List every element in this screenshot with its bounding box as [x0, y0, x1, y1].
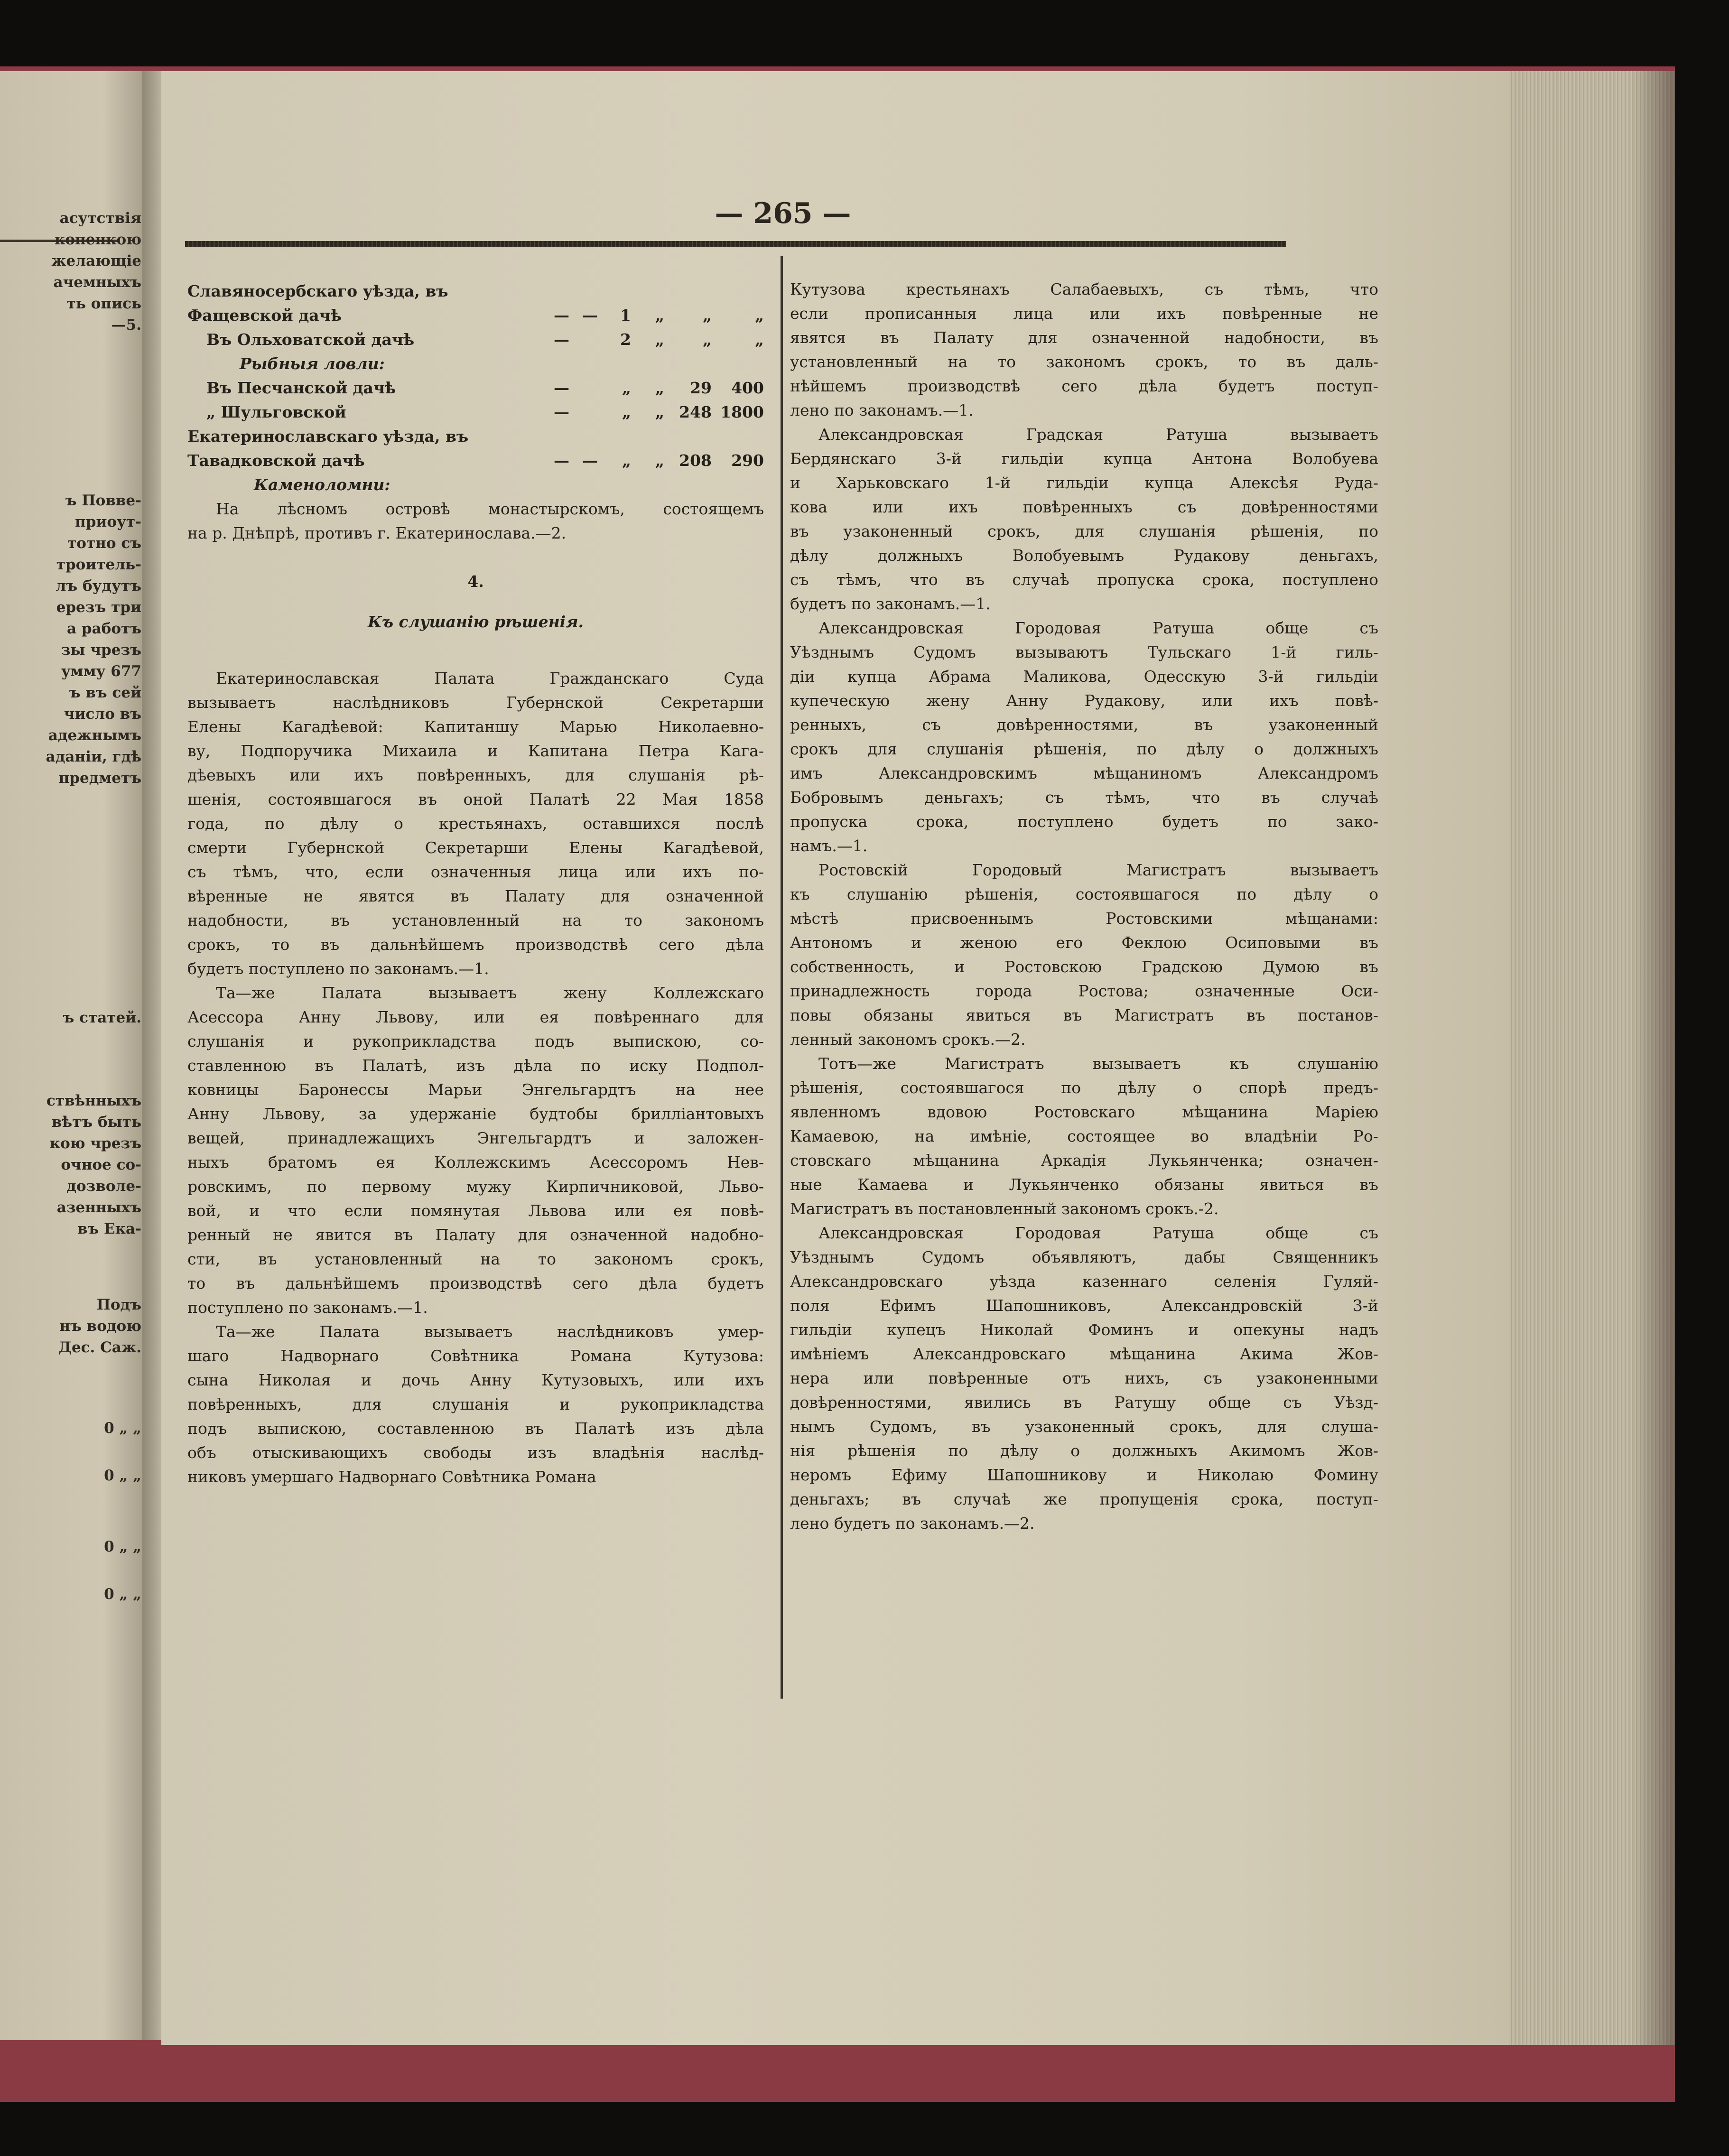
table-cell — [569, 327, 598, 352]
text-line: если прописанныя лица или ихъ повѣренные не — [790, 304, 1378, 323]
text-line: съ тѣмъ, что, если означенныя лица или ихъ по- — [187, 863, 764, 881]
column-divider — [781, 256, 783, 1699]
text-line: повы обязаны явиться въ Магистратъ въ постанов- — [790, 1006, 1378, 1024]
text-line: ровскимъ, по первому мужу Кирпичниковой, Льво- — [187, 1177, 764, 1196]
notice-shaposhnikov — [790, 1221, 1378, 1535]
previous-page-line: ъ Повве- — [65, 492, 141, 509]
previous-page-line: 0 „ „ — [104, 1538, 141, 1555]
previous-page-line: азенныхъ — [56, 1199, 141, 1216]
table-cell: 248 — [679, 403, 712, 421]
text-line: неромъ Ефиму Шапошникову и Николаю Фомину — [790, 1466, 1378, 1484]
text-line: купеческую жену Анну Рудакову, или ихъ повѣ- — [790, 691, 1378, 710]
text-line: собственность, и Ростовскою Градскою Думою въ — [790, 957, 1378, 976]
table-cell — [498, 424, 569, 448]
text-line: дѣевыхъ или ихъ повѣренныхъ, для слушанія рѣ- — [187, 766, 764, 784]
previous-page-line: ть опись — [66, 295, 141, 312]
text-line: Александровская Городовая Ратуша обще съ — [818, 619, 1378, 637]
table-cell: 2 — [620, 330, 631, 349]
text-line: смерти Губернской Секретарши Елены Кагадѣевой, — [187, 838, 764, 857]
text-line: намъ.—1. — [790, 836, 868, 855]
previous-page-line: ъ статей. — [63, 1009, 141, 1026]
table-row — [187, 352, 764, 376]
text-line: дѣлу должныхъ Волобуевымъ Рудакову деньгахъ, — [790, 546, 1378, 565]
text-line: ренныхъ, съ довѣренностями, въ узаконенный — [790, 716, 1378, 734]
text-line: принадлежность города Ростова; означенные Оси- — [790, 982, 1378, 1000]
previous-page-line: дозволе- — [66, 1178, 141, 1195]
text-line: вой, и что если помянутая Львова или ея повѣ- — [187, 1201, 764, 1220]
text-line: ву, Подпоручика Михаила и Капитана Петра Кага- — [187, 742, 764, 760]
text-line: Александровскаго уѣзда казеннаго селенія Гуляй- — [790, 1272, 1378, 1291]
text-line: будетъ по законамъ.—1. — [790, 595, 991, 613]
text-line: Тотъ—же Магистратъ вызываетъ къ слушанію — [818, 1054, 1378, 1073]
text-line: съ тѣмъ, что въ случаѣ пропуска срока, поступлено — [790, 570, 1378, 589]
text-line: Камаевою, на имѣніе, состоящее во владѣніи Ро- — [790, 1127, 1378, 1145]
text-line: Екатеринославская Палата Гражданскаго Суда — [216, 669, 764, 688]
text-line: въ узаконенный срокъ, для слушанія рѣшенія, по — [790, 522, 1378, 540]
previous-page-line: вѣтъ быть — [51, 1114, 141, 1131]
text-line: поступлено по законамъ.—1. — [187, 1298, 428, 1317]
text-line: будетъ поступлено по законамъ.—1. — [187, 959, 489, 978]
previous-page-line: асутствія — [59, 210, 141, 227]
text-line: и Харьковскаго 1-й гильдіи купца Алексѣя Руда- — [790, 474, 1378, 492]
table-cell: 208 — [679, 451, 712, 470]
text-line: вызываетъ наслѣдниковъ Губернской Секретарши — [187, 693, 764, 712]
previous-page-line: троитель- — [56, 556, 141, 573]
previous-page-line: приоут- — [75, 513, 141, 530]
text-line: Анну Львову, за удержаніе будтобы бриллiантовыхъ — [187, 1105, 764, 1123]
text-line: ныхъ братомъ ея Коллежскимъ Асессоромъ Нев- — [187, 1153, 764, 1171]
table-row-name: Екатеринославскаго уѣзда, въ — [187, 427, 469, 446]
table-cell: 29 — [690, 379, 712, 397]
table-cell — [569, 376, 598, 400]
table-row-name: Тавадковской дачѣ — [187, 451, 365, 470]
previous-page-line: умму 677 — [61, 663, 141, 680]
previous-page-line: Подъ — [96, 1296, 141, 1313]
text-line: сти, въ установленный на то закономъ срокъ, — [187, 1250, 764, 1268]
text-line: Александровская Градская Ратуша вызываетъ — [818, 425, 1378, 444]
text-line: надобности, въ установленный на то закономъ — [187, 911, 764, 929]
text-line: довѣренностями, явились въ Ратушу обще съ Уѣзд- — [790, 1393, 1378, 1412]
text-line: имѣніемъ Александровскаго мѣщанина Акима Жов- — [790, 1345, 1378, 1363]
text-line: слушанія и рукоприкладства подъ выпискою, со- — [187, 1032, 764, 1050]
text-line: объ отыскивающихъ свободы изъ владѣнія наслѣд- — [187, 1443, 764, 1462]
table-cell: — — [554, 451, 569, 470]
text-line: нія рѣшенія по дѣлу о должныхъ Акимомъ Жов- — [790, 1441, 1378, 1460]
table-row — [187, 279, 764, 303]
table-cell — [664, 424, 712, 448]
text-line: нымъ Судомъ, въ узаконенный срокъ, для слуша- — [790, 1417, 1378, 1436]
page-edges — [1509, 71, 1675, 2045]
table-cell — [598, 352, 631, 376]
text-line: лено по законамъ.—1. — [790, 401, 974, 419]
previous-page-line: копенкою — [54, 231, 141, 248]
text-line: кова или ихъ повѣренныхъ съ довѣренностями — [790, 498, 1378, 516]
text-line: На лѣсномъ островѣ монастырскомъ, состоящемъ — [216, 500, 764, 518]
text-line: нѣйшемъ производствѣ сего дѣла будетъ поступ- — [790, 377, 1378, 395]
table-cell: 1 — [620, 306, 631, 325]
text-line: срокъ, то въ дальнѣйшемъ производствѣ сего дѣла — [187, 935, 764, 954]
table-row — [187, 448, 764, 473]
header-rule — [185, 241, 1286, 247]
table-row-name: „ Шульговской — [206, 403, 346, 421]
text-line: повѣренныхъ, для слушанія и рукоприкладства — [187, 1395, 764, 1413]
table-cell — [664, 279, 712, 303]
text-line: Бобровымъ деньгахъ; съ тѣмъ, что въ случаѣ — [790, 788, 1378, 807]
text-line: Александровская Городовая Ратуша обще съ — [818, 1224, 1378, 1242]
table-cell: — — [582, 451, 598, 470]
table-row — [187, 376, 764, 400]
notice-volobuev — [790, 422, 1378, 616]
text-line: Уѣзднымъ Судомъ объявляютъ, дабы Священникъ — [790, 1248, 1378, 1266]
previous-page-line: число въ — [64, 706, 141, 723]
text-line: вещей, принадлежащихъ Энгельгардтъ и заложен- — [187, 1129, 764, 1147]
right-column — [790, 277, 1378, 1535]
notice-lvova — [187, 981, 764, 1320]
table-cell: „ — [622, 379, 631, 397]
table-cell: — — [554, 379, 569, 397]
table-cell: „ — [655, 379, 664, 397]
notice-osipovy — [790, 858, 1378, 1051]
table-cell: 400 — [731, 379, 764, 397]
text-line: на р. Днѣпрѣ, противъ г. Екатеринослава.—2. — [187, 524, 567, 542]
text-line: явленномъ вдовою Ростовскаго мѣщанина Маріею — [790, 1103, 1378, 1121]
notice-malikov — [790, 616, 1378, 858]
table-cell: „ — [703, 330, 712, 349]
table-cell — [569, 279, 598, 303]
table-cell: 290 — [731, 451, 764, 470]
table-cell — [712, 352, 764, 376]
table-row — [187, 303, 764, 327]
previous-page-line: ъ въ сей — [69, 684, 141, 701]
table-cell: „ — [655, 330, 664, 349]
previous-page-line: предметъ — [58, 770, 141, 787]
table-cell — [712, 424, 764, 448]
text-line: шаго Надворнаго Совѣтника Романа Кутузова: — [187, 1347, 764, 1365]
table-cell — [598, 279, 631, 303]
page-number: — 265 — — [715, 197, 851, 230]
previous-page-fragment — [0, 71, 147, 2040]
text-line: Антономъ и женою его Феклою Осиповыми въ — [790, 933, 1378, 952]
text-line: деньгахъ; въ случаѣ же пропущенія срока, поступ- — [790, 1490, 1378, 1508]
text-line: Уѣзднымъ Судомъ вызываютъ Тульскаго 1-й гиль- — [790, 643, 1378, 661]
notice-kagadeev — [187, 666, 764, 981]
previous-page-line: адежнымъ — [48, 727, 141, 744]
table-row-name: Въ Ольховатской дачѣ — [206, 330, 415, 349]
previous-page-line: 0 „ „ — [104, 1420, 141, 1437]
table-cell: „ — [622, 451, 631, 470]
previous-page-line: ствѣнныхъ — [46, 1092, 141, 1109]
text-line: ренный не явится въ Палату для означенной надобно- — [187, 1226, 764, 1244]
text-line: ленный закономъ срокъ.—2. — [790, 1030, 1026, 1049]
table-cell — [569, 424, 598, 448]
stone-heading: Каменоломни: — [254, 475, 390, 494]
text-line: ставленною въ Палатѣ, изъ дѣла по иску Подпол- — [187, 1056, 764, 1075]
section-number: 4. — [467, 572, 484, 591]
previous-page-line: лъ будутъ — [56, 577, 141, 595]
previous-page-line: 0 „ „ — [104, 1586, 141, 1603]
text-line: ные Камаева и Лукьянченко обязаны явиться въ — [790, 1175, 1378, 1194]
table-cell — [498, 352, 569, 376]
table-row — [187, 327, 764, 352]
previous-page-line: ачемныхъ — [53, 274, 141, 291]
text-line: имъ Александровскимъ мѣщаниномъ Александромъ — [790, 764, 1378, 782]
table-cell — [631, 279, 664, 303]
table-cell — [664, 352, 712, 376]
previous-page-line: 0 „ „ — [104, 1467, 141, 1484]
text-line: нера или повѣренные отъ нихъ, съ узаконенными — [790, 1369, 1378, 1387]
notice-kutuzov-cont — [790, 277, 1378, 422]
text-line: лено будетъ по законамъ.—2. — [790, 1514, 1035, 1533]
text-line: года, по дѣлу о крестьянахъ, оставшихся послѣ — [187, 814, 764, 833]
table-row — [187, 400, 764, 424]
text-line: Магистратъ въ постановленный закономъ срокъ.-2. — [790, 1199, 1219, 1218]
previous-page-line: Дес. Саж. — [58, 1339, 141, 1356]
previous-page-line: ерезъ три — [56, 599, 141, 616]
previous-page-line: зы чрезъ — [61, 641, 141, 659]
text-line: явятся въ Палату для означенной надобности, въ — [790, 328, 1378, 347]
stone-lines — [187, 497, 764, 545]
text-line: Ростовскій Городовый Магистратъ вызываетъ — [818, 861, 1378, 879]
previous-page-line: аданіи, гдѣ — [46, 748, 141, 765]
text-line: стовскаго мѣщанина Аркадія Лукьянченка; означен- — [790, 1151, 1378, 1170]
table-cell: „ — [655, 403, 664, 421]
text-line: Кутузова крестьянахъ Салабаевыхъ, съ тѣмъ, что — [790, 280, 1378, 298]
table-row-name: Фащевской дачѣ — [187, 306, 342, 325]
previous-page-line: въ Ека- — [77, 1220, 141, 1237]
table-cell: „ — [755, 306, 764, 325]
table-row-name: Славяносербскаго уѣзда, въ — [187, 282, 448, 300]
text-line: къ слушанію рѣшенія, состоявшагося по дѣлу о — [790, 885, 1378, 903]
text-line: поля Ефимъ Шапошниковъ, Александровскій 3-й — [790, 1296, 1378, 1315]
text-line: гильдіи купецъ Николай Фоминъ и опекуны надъ — [790, 1320, 1378, 1339]
table-row — [187, 424, 764, 448]
previous-page-line: желающіе — [51, 252, 141, 270]
left-column — [187, 279, 764, 1489]
table-cell: „ — [703, 306, 712, 325]
table-cell: — — [554, 330, 569, 349]
previous-page-line: а работъ — [67, 620, 141, 637]
table-cell: — — [554, 306, 569, 325]
text-line: срокъ для слушанія рѣшенія, по дѣлу о должныхъ — [790, 740, 1378, 758]
text-line: діи купца Абрама Маликова, Одесскую 3-й гильдіи — [790, 667, 1378, 686]
text-line: то въ дальнѣйшемъ производствѣ сего дѣла будетъ — [187, 1274, 764, 1292]
table-cell — [712, 279, 764, 303]
land-table — [187, 279, 764, 473]
previous-page-line: нъ водою — [59, 1318, 141, 1335]
previous-page-line: очное со- — [61, 1156, 141, 1173]
table-cell — [598, 424, 631, 448]
text-line: вѣренные не явятся въ Палату для означенной — [187, 887, 764, 905]
text-line: Асессора Анну Львову, или ея повѣреннаго для — [187, 1008, 764, 1026]
text-line: мѣстѣ присвоеннымъ Ростовскими мѣщанами: — [790, 909, 1378, 928]
text-line: рѣшенія, состоявшагося по дѣлу о спорѣ предъ- — [790, 1078, 1378, 1097]
text-line: шенія, состоявшагося въ оной Палатѣ 22 Мая 1858 — [187, 790, 764, 808]
text-line: подъ выпискою, составленною въ Палатѣ изъ дѣла — [187, 1419, 764, 1438]
text-line: Та—же Палата вызываетъ наслѣдниковъ умер- — [216, 1322, 764, 1341]
table-cell — [631, 352, 664, 376]
text-line: пропуска срока, поступлено будетъ по зако- — [790, 812, 1378, 831]
table-row-name: Въ Песчанской дачѣ — [206, 379, 396, 397]
table-cell: — — [554, 403, 569, 421]
text-line: ковницы Баронессы Марьи Энгельгардтъ на нее — [187, 1080, 764, 1099]
table-cell: — — [582, 306, 598, 325]
table-cell — [498, 279, 569, 303]
previous-page-line: тотно съ — [67, 535, 141, 552]
notice-kamaeva — [790, 1051, 1378, 1221]
table-cell — [569, 352, 598, 376]
table-cell: „ — [755, 330, 764, 349]
text-line: установленный на то закономъ срокъ, то въ даль- — [790, 353, 1378, 371]
table-cell: „ — [655, 306, 664, 325]
text-line: сына Николая и дочь Анну Кутузовыхъ, или ихъ — [187, 1371, 764, 1389]
previous-page-line: —5. — [111, 316, 141, 334]
text-line: никовъ умершаго Надворнаго Совѣтника Романа — [187, 1468, 596, 1486]
table-cell: „ — [655, 451, 664, 470]
text-line: Та—же Палата вызываетъ жену Коллежскаго — [216, 984, 764, 1002]
table-cell — [569, 400, 598, 424]
previous-page-line: кою чрезъ — [49, 1135, 141, 1152]
text-line: Елены Кагадѣевой: Капитаншу Марью Николаевно- — [187, 717, 764, 736]
table-cell: „ — [622, 403, 631, 421]
table-cell — [631, 424, 664, 448]
notice-kutuzov — [187, 1320, 764, 1489]
table-cell: 1800 — [720, 403, 764, 421]
table-row-name: Рыбныя ловли: — [240, 354, 385, 373]
section-title: Къ слушанію рѣшенія. — [368, 613, 584, 631]
text-line: Бердянскаго 3-й гильдіи купца Антона Волобуева — [790, 449, 1378, 468]
